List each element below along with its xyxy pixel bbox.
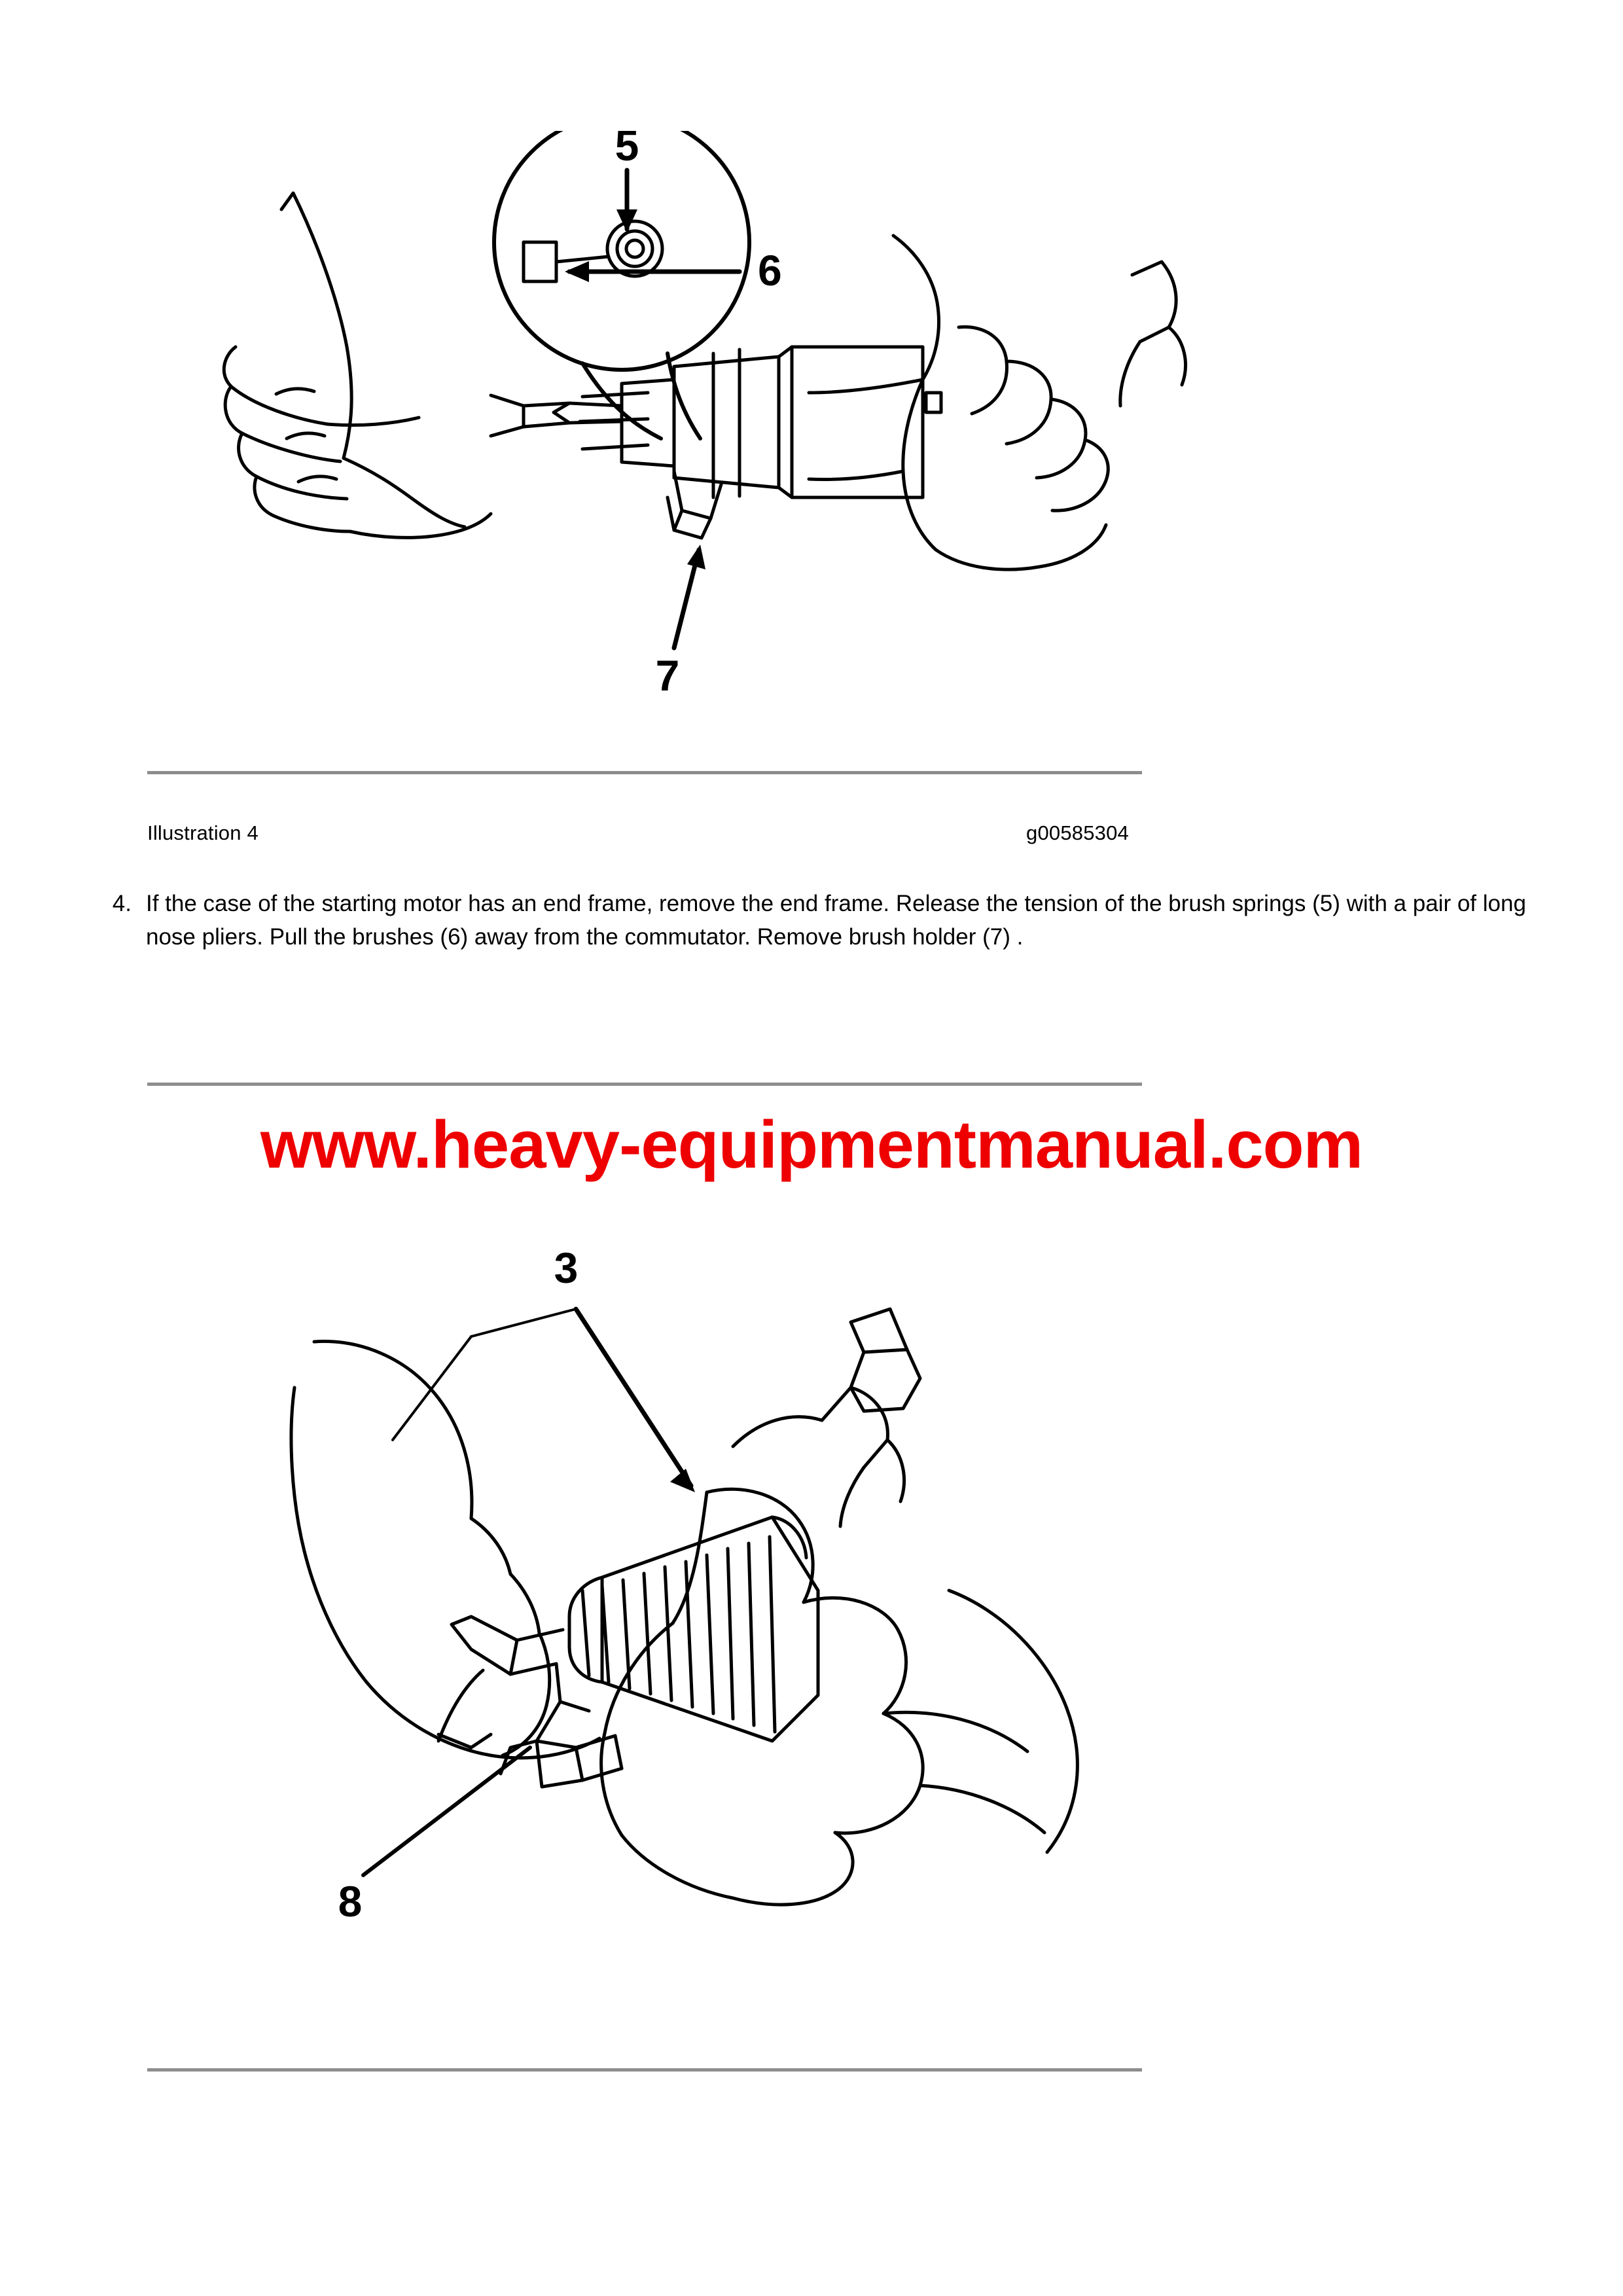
divider-rule-middle: [147, 1083, 1142, 1086]
illustration-4-figure: [216, 131, 1198, 740]
watermark-text: www.heavy-equipmentmanual.com: [260, 1107, 1363, 1182]
illustration-caption-row: [147, 821, 1142, 845]
svg-text:7: 7: [655, 651, 680, 700]
svg-text:8: 8: [338, 1877, 363, 1926]
svg-text:3: 3: [554, 1244, 579, 1292]
svg-text:5: 5: [615, 131, 639, 170]
starting-motor-armature-figure: [275, 1224, 1178, 1931]
divider-rule-top: [147, 771, 1142, 774]
divider-rule-bottom: [147, 2068, 1142, 2072]
illustration-id: g00585304: [1026, 821, 1129, 844]
svg-text:6: 6: [758, 246, 782, 295]
step-paragraph: [101, 887, 1535, 954]
illustration-caption: Illustration 4: [147, 821, 259, 844]
step-number: 4.: [112, 891, 132, 916]
step-text: If the case of the starting motor has an end frame, remove the end frame. Release the tension of the brush springs (5) with a pair of long nose pliers. Pull the brushes (6) away from the commutator. Remove brush holder (7) .: [146, 891, 1526, 950]
